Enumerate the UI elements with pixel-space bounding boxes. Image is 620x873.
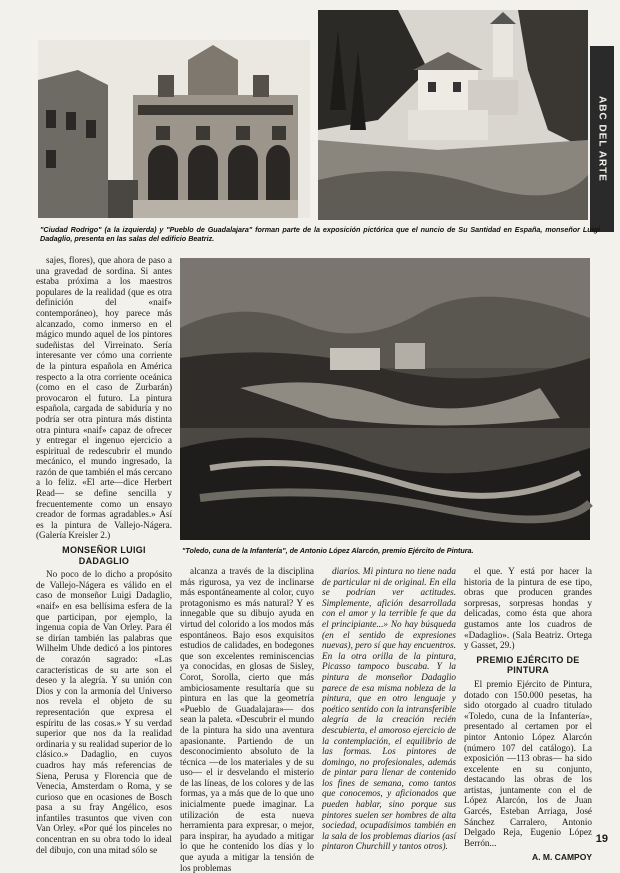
column-4	[464, 566, 592, 863]
column-3	[322, 566, 456, 852]
top-caption: "Ciudad Rodrigo" (a la izquierda) y "Pueblo de Guadalajara" forman parte de la exposición pictórica que el nuncio de Su Santidad en España, monseñor Luigi Dadaglio, presenta en las salas del edificio Beatriz.	[40, 225, 600, 243]
section-label-text: ABC DEL ARTE	[596, 96, 608, 182]
column-1-top-text: sajes, flores), que ahora de paso a una gravedad de sordina. Si antes estaba próxima a los maestros populares de la realidad (que es otra definición del «naif» contemporáneo), hoy parece más alcanzado, como inmerso en el mágico mundo aquel de los pintores sudeñistas del Virreinato. Sería interesante ver cómo una corriente de la pintura española en América respecto a la otra corriente oceánica (como en el caso de Zurbarán) provocaron el futuro. La pintura española, cargada de sabiduría y no podría ser otra pintura más distinta otra pintura «naif» capaz de ofrecer y entregar el ingenuo ejercicio a espiritual de redescubrir el mundo mecánico, el mundo ingresado, la razón de que también el más cercano a lo feliz. «El arte—dice Herbert Read— se define sencilla y frecuentemente como un ensayo creador de formas agradables.» Así es la pintura de Vallejo-Nágera. (Galería Kreisler 2.)	[36, 255, 172, 541]
heading-premio-ejercito: PREMIO EJÉRCITO DE PINTURA	[476, 654, 580, 676]
column-2	[180, 566, 314, 873]
heading-dadaglio: MONSEÑOR LUIGI DADAGLIO	[62, 545, 146, 566]
photo-pueblo-guadalajara	[318, 10, 588, 220]
section-label	[590, 46, 614, 232]
column-1-bottom-text: No poco de lo dicho a propósito de Vallejo-Nágera es válido en el caso de monseñor Luigi Dadaglio, «naif» en esa bellísima esfera de la que participan, por ejemplo, la ingenua copia de Van Orley. Para él se dirían también las palabras que Wilhelm Uhde dedicó a los pintores de corazón sagrado: «Las características de su arte son el deseo y la alegría. Y su unión con Dios y con la armonía del Universo nos revela el objeto de su representación que expresa el espíritu de las cosas.» Y su verdad superior que nos da la realidad ordinaria y su realidad superior de lo clásico.» Dadaglio, en cuyos cuadros hay más referencias de Siena, Perusa y Florencia que de Venecia, Amsterdam o Roma, y se curioso que en ocasiones de Bosch pasa a su fray Angélico, esos infantiles trasuntos que viven con Van Orley. «Por qué los pinceles no concentran en su obra todo lo ideal del dibujo, con una mitad sólo se	[36, 569, 172, 855]
author-signature: A. M. CAMPOY	[532, 852, 592, 863]
column-1	[36, 255, 172, 855]
column-4-top-text: el que. Y está por hacer la historia de la pintura de ese tipo, obras que producen grandes sorpresas, sorpresas hondas y delicadas, como ésta que ahora gustamos ante los cuadros de «Dadaglio». (Sala Beatriz. Ortega y Gasset, 29.)	[464, 566, 592, 651]
page-number: 19	[595, 833, 608, 845]
column-4-bottom-text: El premio Ejército de Pintura, dotado con 150.000 pesetas, ha sido otorgado al cuadro titulado «Toledo, cuna de la Infantería», presentado al certamen por el pintor Antonio López Alarcón (número 107 del catálogo). La exposición —113 obras— ha sido excelente en su conjunto, destacando las obras de los artistas, juntamente con el de López Alarcón, los de Juan Garcés, Esteban Arriaga, José Sánchez Carralero, Antonio Delgado Reja, Eugenio López Berrón...	[464, 678, 592, 848]
photo-ciudad-rodrigo	[38, 40, 310, 218]
column-2-text: alcanza a través de la disciplina más rigurosa, ya vez de inclinarse más espontáneamente al color, cuyo protagonismo es más natural? Y es innegable que su dibujo ayuda en virtud del colorido a los modos más espontáneos. Bajo esos exquisitos estudios de calidades, en bodegones que son excelentes reminiscencias ya conocidas, en glosas de Sisley, Corot, Sorolla, cierto que más ambiciosamente resultaría que su pintura en las que la geometría «Pueblo de Guadalajara»— dos sean la paleta. «Descubrir el mundo de la pintura ha sido una aventura apasionante. Partiendo de un desconocimiento absoluto de la técnica —de los materiales y de su uso— el ir desvelando el misterio de las líneas, de los colores y de las formas, ya a más que de lo que uno inicialmente puede imaginar. La utilización de esta nueva herramienta para expresar, o mejor, para inspirar, ha ayudado a mitigar lo que he contenido los días y lo que ayuda a mitigar la tensión de los problemas	[180, 566, 314, 873]
column-3-text: diarios. Mi pintura no tiene nada de particular ni de original. En ella se podrían ver actitudes. Simplemente, afición desarrollada con el amor y la terrible fe que da el principiante...» No hay búsqueda (en el sentido de expresiones nuevas), pero sí que hay encuentros. En la otra orilla de la pintura, Picasso tampoco buscaba. Y la pintura de monseñor Dadaglio parece de esa misma nobleza de la pintura, que en otro lenguaje y poético sentido con la intransferible alegría de la creación recién descubierta, el amoroso ejercicio de la contemplación, el equilibrio de las formas. Los pintores de domingo, no profesionales, además de pintar para llenar de contenido los fines de semana, como tantos que conocemos, y aficionados que pueden hablar, sino porque sus pintores suelen ser hombres de alta sociedad, ocupadísimos también en la sala de los problemas diarios (así pintaron Churchill y tantos otros).	[322, 566, 456, 852]
photo-toledo-painting	[180, 258, 590, 540]
middle-caption: "Toledo, cuna de la Infantería", de Antonio López Alarcón, premio Ejército de Pintura.	[182, 546, 474, 555]
